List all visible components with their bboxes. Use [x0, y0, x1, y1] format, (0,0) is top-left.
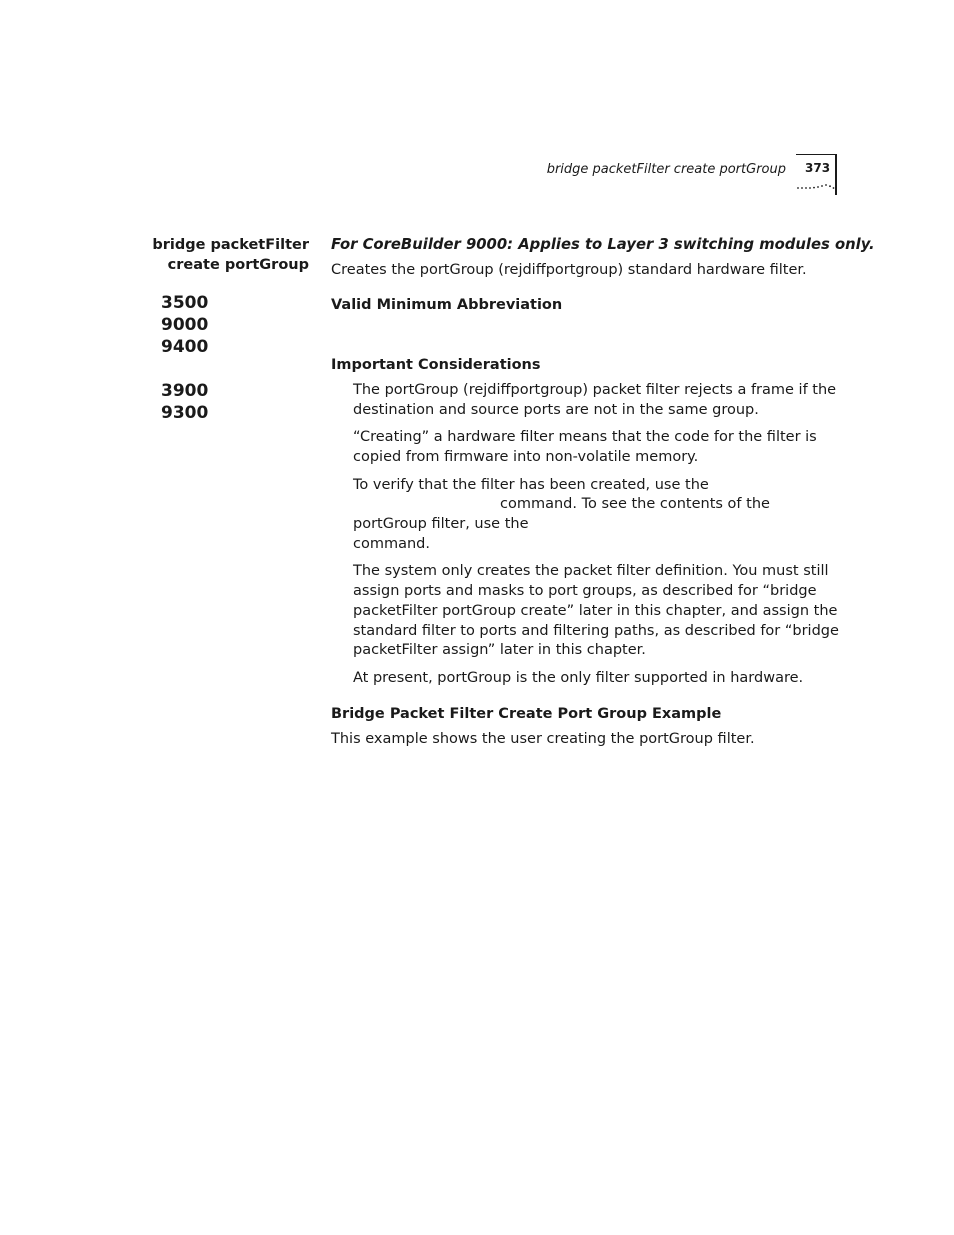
verify-text-part-2: command. To see the contents of the portGroup filter, use the: [353, 496, 770, 533]
valid-abbreviation-heading: Valid Minimum Abbreviation: [331, 297, 563, 314]
command-heading-line-1: bridge packetFilter: [152, 237, 309, 253]
applies-note: For CoreBuilder 9000: Applies to Layer 3 switching modules only.: [331, 236, 875, 253]
verify-text-part-1: To verify that the filter has been created, use the: [353, 476, 709, 493]
important-considerations-heading: Important Considerations: [331, 357, 541, 374]
considerations-list: [353, 381, 841, 689]
platform-number: 9300: [161, 403, 209, 423]
main-content: [331, 235, 875, 750]
verify-text-part-3: command.: [353, 535, 430, 552]
running-title: bridge packetFilter create portGroup: [546, 162, 786, 177]
consideration-paragraph: “Creating” a hardware filter means that the code for the filter is copied from firmware into non-volatile memory.: [353, 429, 817, 465]
dot-ornament-icon: [796, 180, 836, 190]
command-heading: [140, 235, 309, 275]
consideration-paragraph: The system only creates the packet filter definition. You must still assign ports and masks to port groups, as described for “bridge packetFilter portGroup create” later in this chapter, and assign the standard filter to ports and filtering paths, as described for “bridge packetFilter assign” later in this chapter.: [353, 563, 839, 659]
consideration-paragraph: The portGroup (rejdiffportgroup) packet filter rejects a frame if the destination and source ports are not in the same group.: [353, 381, 837, 418]
consideration-paragraph: At present, portGroup is the only filter supported in hardware.: [353, 669, 804, 686]
command-description: Creates the portGroup (rejdiffportgroup) standard hardware filter.: [331, 261, 807, 278]
command-heading-line-2: create portGroup: [167, 257, 309, 273]
platform-number: 9400: [161, 337, 209, 357]
example-description: This example shows the user creating the portGroup filter.: [331, 731, 755, 748]
example-heading: Bridge Packet Filter Create Port Group Example: [331, 705, 722, 722]
platform-number: 3900: [161, 381, 209, 401]
platform-list: [161, 292, 208, 424]
page-number: 373: [805, 161, 831, 175]
page-header: [546, 154, 840, 198]
consideration-paragraph-verify: [353, 476, 841, 555]
platform-number: 9000: [161, 315, 209, 335]
platform-number: 3500: [161, 293, 209, 313]
